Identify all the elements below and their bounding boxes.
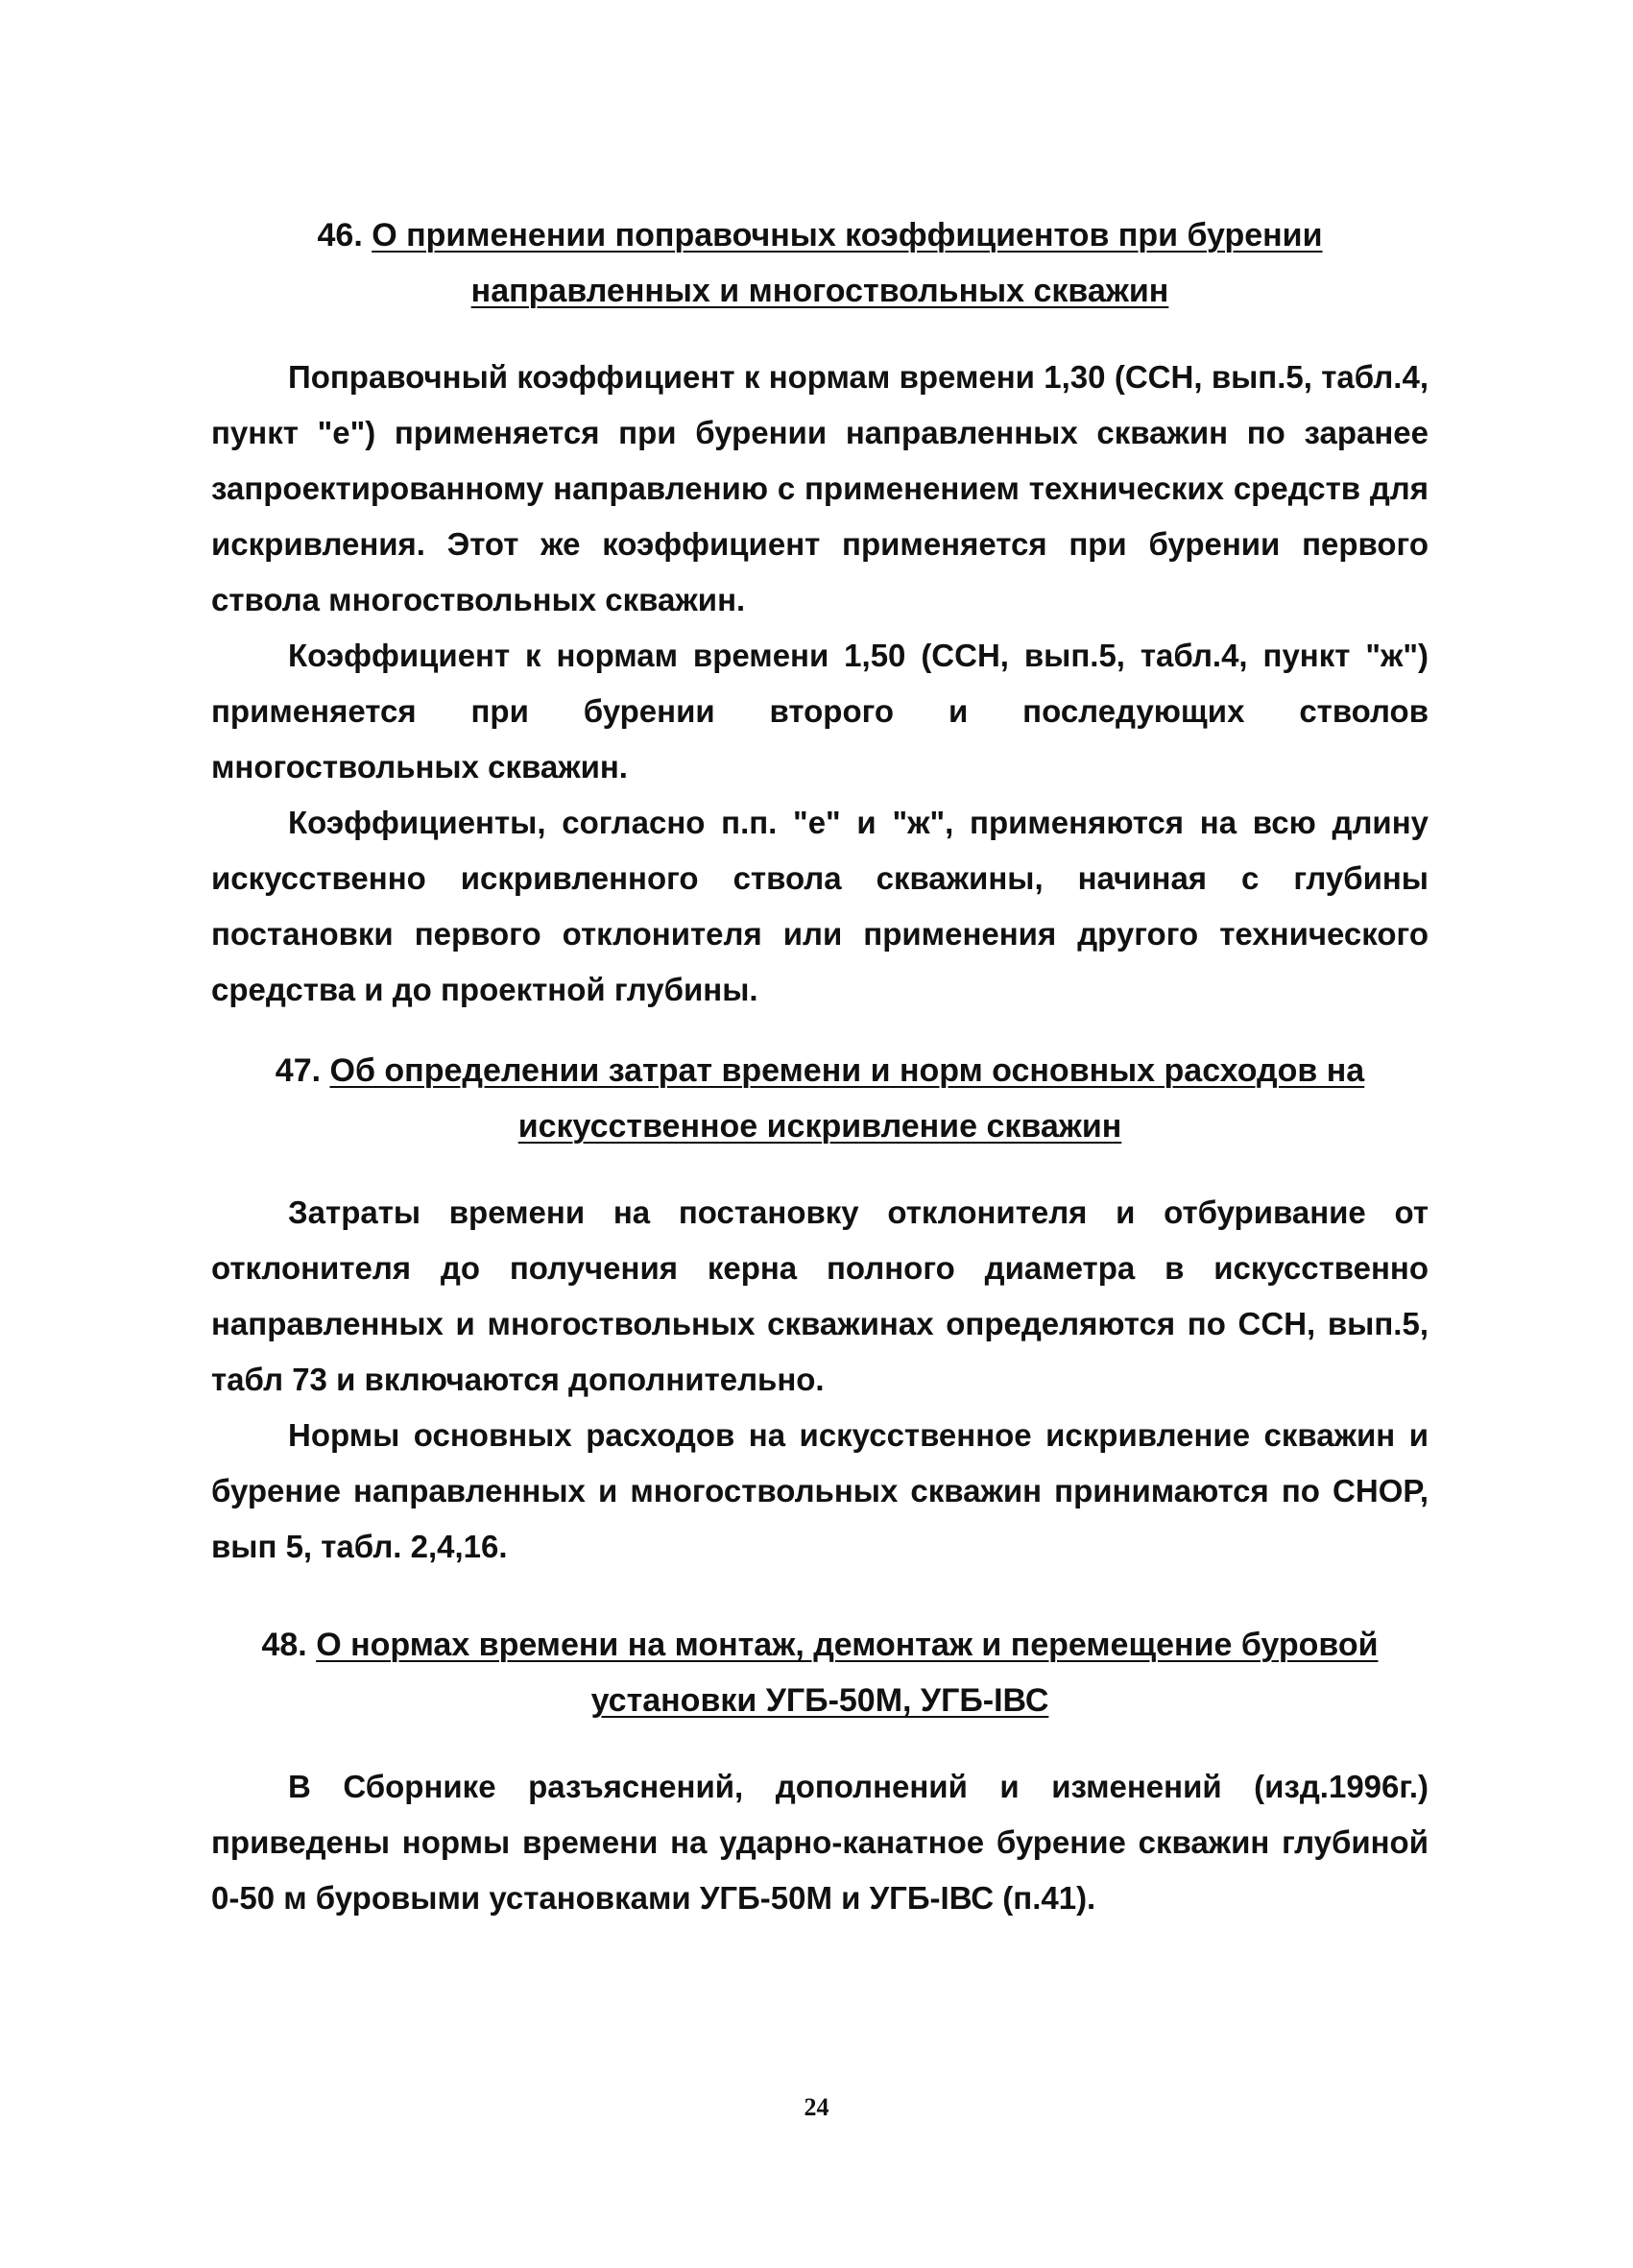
- section-46-title-line1: О применении поправочных коэффициентов при бурении: [372, 217, 1323, 253]
- section-47-title-line2: искусственное искривление скважин: [517, 1108, 1122, 1145]
- section-46-paragraph-2: Коэффициент к нормам времени 1,50 (ССН, вып.5, табл.4, пункт "ж") применяется при бурении второго и последующих стволов многоствольных скважин.: [211, 638, 1429, 784]
- section-48-number: 48.: [261, 1627, 307, 1663]
- section-46-title-line2: направленных и многоствольных скважин: [470, 273, 1169, 309]
- section-48-heading-line1: [211, 1617, 1429, 1673]
- section-46-paragraph-1: Поправочный коэффициент к нормам времени 1,30 (ССН, вып.5, табл.4, пункт "е") применяется при бурении направленных скважин по заранее запроектированному направлению с применением технических средств для искривления. Этот же коэффициент применяется при бурении первого ствола многоствольных скважин.: [211, 359, 1429, 617]
- section-48-heading: [211, 1617, 1429, 1728]
- section-47-number: 47.: [275, 1052, 322, 1089]
- section-48-title-line2: установки УГБ-50М, УГБ-IВС: [590, 1682, 1049, 1719]
- section-48-paragraph-1: В Сборнике разъяснений, дополнений и изменений (изд.1996г.) приведены нормы времени на ударно-канатное бурение скважин глубиной 0-50 м буровыми установками УГБ-50М и УГБ-IВС (п.41).: [211, 1769, 1429, 1916]
- section-46-paragraph-3: Коэффициенты, согласно п.п. "е" и "ж", применяются на всю длину искусственно искривленного ствола скважины, начиная с глубины постановки первого отклонителя или применения другого технического средства и до проектной глубины.: [211, 805, 1429, 1007]
- section-47-paragraph-1: Затраты времени на постановку отклонителя и отбуривание от отклонителя до получения керна полного диаметра в искусственно направленных и многоствольных скважинах определяются по ССН, вып.5, табл 73 и включаются дополнительно.: [211, 1194, 1429, 1397]
- section-46-heading: [211, 207, 1429, 319]
- section-46-number: 46.: [317, 217, 363, 253]
- section-48-body: [211, 1759, 1429, 1926]
- section-48-title-line1: О нормах времени на монтаж, демонтаж и перемещение буровой: [316, 1627, 1379, 1663]
- page-number: 24: [804, 2093, 829, 2121]
- section-47-heading-line1: [211, 1043, 1429, 1098]
- section-46-heading-line2: [211, 263, 1429, 319]
- section-46-heading-line1: [211, 207, 1429, 263]
- section-47-body: [211, 1185, 1429, 1575]
- section-47-paragraph-2: Нормы основных расходов на искусственное искривление скважин и бурение направленных и многоствольных скважин принимаются по СНОР, вып 5, табл. 2,4,16.: [211, 1417, 1429, 1564]
- section-47-heading: [211, 1043, 1429, 1154]
- section-47-title-line1: Об определении затрат времени и норм основных расходов на: [329, 1052, 1365, 1089]
- section-47-heading-line2: [211, 1098, 1429, 1154]
- section-46-body: [211, 350, 1429, 1018]
- section-48-heading-line2: [211, 1673, 1429, 1728]
